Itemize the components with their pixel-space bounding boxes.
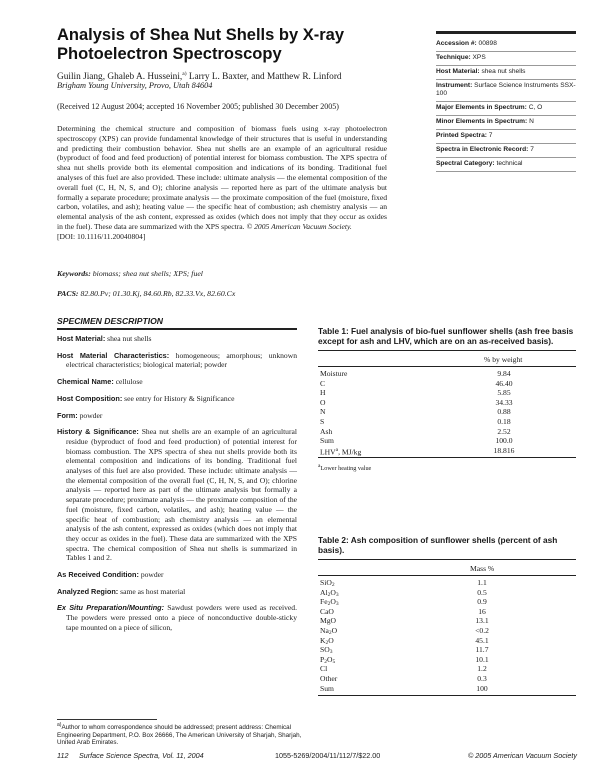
row-label-sub: 2 bbox=[331, 582, 335, 588]
row-value: 18.816 bbox=[493, 445, 515, 455]
specimen-field-value: same as host material bbox=[120, 586, 186, 596]
row-label bbox=[320, 674, 337, 684]
specimen-field-value: homogeneous; amorphous; unknown electrical characteristics; biological material; powder bbox=[66, 350, 297, 370]
specimen-field-key: History & Significance: bbox=[57, 427, 139, 437]
row-label-text: Sum bbox=[320, 436, 334, 446]
footnote-mark: a) bbox=[57, 722, 62, 728]
specimen-field bbox=[57, 351, 297, 370]
row-label-sub: 2 bbox=[327, 601, 331, 608]
row-label-text: MgO bbox=[320, 616, 337, 626]
footer-journal: Surface Science Spectra, Vol. 11, 2004 bbox=[79, 751, 204, 760]
sidebar-value: XPS bbox=[472, 54, 486, 61]
specimen-field bbox=[57, 411, 297, 421]
sidebar-row bbox=[436, 144, 576, 158]
row-value: 9.84 bbox=[497, 369, 511, 378]
row-value: 0.18 bbox=[497, 416, 511, 426]
specimen-field-value: Sawdust powders were used as received. The powders were pressed onto a piece of nonconductive double-sticky tape mounted on a piece of silicon, bbox=[66, 603, 297, 632]
table-row bbox=[318, 398, 576, 408]
table-2 bbox=[318, 535, 576, 696]
row-value: 5.85 bbox=[497, 388, 511, 398]
row-label bbox=[320, 379, 325, 389]
row-label bbox=[320, 398, 325, 408]
row-label-text-2: O bbox=[330, 597, 336, 607]
page-footer bbox=[57, 751, 577, 763]
row-value: 2.52 bbox=[497, 426, 511, 436]
row-value: 10.1 bbox=[475, 654, 489, 664]
table-1-caption: Table 1: Fuel analysis of bio-fuel sunflower shells (ash free basis except for ash and LHV, which are on an as-received basis). bbox=[318, 326, 576, 351]
row-value: 100 bbox=[476, 683, 488, 693]
sidebar-row bbox=[436, 130, 576, 144]
row-label bbox=[320, 684, 334, 694]
row-value: 16 bbox=[478, 606, 486, 616]
abstract-copyright: © 2005 American Vacuum Society. bbox=[246, 221, 352, 231]
table-row bbox=[318, 427, 576, 437]
row-label-text: LHV bbox=[320, 447, 336, 457]
footnote-text: Author to whom correspondence should be addressed; present address: Chemical Engineering Department, P.O. Box 26666, The American University of Sharjah, Sharjah, United Arab Emirates. bbox=[57, 724, 302, 747]
sidebar-row bbox=[436, 80, 576, 102]
footnote-rule bbox=[57, 719, 157, 720]
table-row bbox=[318, 664, 576, 674]
row-value: 0.3 bbox=[477, 673, 487, 683]
sidebar-key: Spectral Category: bbox=[436, 160, 495, 167]
authors-rest: Larry L. Baxter, and Matthew R. Linford bbox=[186, 72, 342, 83]
row-label-text: S bbox=[320, 416, 325, 426]
sidebar-key: Host Material: bbox=[436, 68, 480, 75]
sidebar-row bbox=[436, 52, 576, 66]
row-label bbox=[320, 607, 334, 617]
specimen-field-value: powder bbox=[140, 570, 164, 580]
row-label-sub-2: 3 bbox=[335, 591, 339, 598]
sidebar-rows bbox=[436, 38, 576, 172]
sidebar-row bbox=[436, 66, 576, 80]
specimen-field-value: powder bbox=[79, 410, 103, 420]
footer-copyright: © 2005 American Vacuum Society bbox=[467, 751, 577, 760]
sidebar-row bbox=[436, 158, 576, 172]
specimen-field-key: Analyzed Region: bbox=[57, 586, 119, 596]
table-row bbox=[318, 588, 576, 598]
table-row bbox=[318, 607, 576, 617]
footnote bbox=[57, 722, 307, 747]
row-label-text: Al bbox=[320, 587, 328, 597]
article-title: Analysis of Shea Nut Shells by X-ray Photoelectron Spectroscopy bbox=[57, 26, 345, 63]
keywords-value: biomass; shea nut shells; XPS; fuel bbox=[92, 269, 203, 278]
table-row bbox=[318, 684, 576, 694]
row-label-text-2: O bbox=[328, 635, 334, 645]
keywords bbox=[57, 269, 387, 278]
row-label bbox=[320, 388, 325, 398]
table-row bbox=[318, 388, 576, 398]
row-label-text: O bbox=[320, 397, 326, 407]
sidebar-value: shea nut shells bbox=[481, 68, 526, 75]
table-1-note-text: Lower heating value bbox=[320, 465, 372, 473]
sidebar-key: Major Elements in Spectrum: bbox=[436, 104, 527, 111]
row-label-text: H bbox=[320, 388, 326, 398]
row-label-text: Sum bbox=[320, 683, 334, 693]
pacs bbox=[57, 289, 387, 298]
table-2-header bbox=[318, 560, 576, 576]
keywords-label: Keywords: bbox=[57, 269, 91, 278]
table-row bbox=[318, 674, 576, 684]
row-label-text-2: O bbox=[331, 625, 338, 635]
row-label bbox=[320, 616, 336, 626]
pacs-label: PACS: bbox=[57, 289, 79, 298]
sidebar-value: Surface Science Instruments SSX-100 bbox=[436, 82, 576, 97]
footer-page-number: 112 bbox=[57, 751, 69, 760]
row-value: 0.9 bbox=[477, 597, 487, 607]
table-2-col-header: Mass % bbox=[470, 564, 495, 573]
specimen-field bbox=[57, 587, 297, 597]
specimen-field bbox=[57, 377, 297, 387]
received-dates: (Received 12 August 2004; accepted 16 November 2005; published 30 December 2005) bbox=[57, 102, 339, 111]
row-label-sub: 2 bbox=[328, 629, 332, 636]
row-value: 100.0 bbox=[495, 436, 513, 446]
table-row bbox=[318, 578, 576, 588]
row-label-sub: 2 bbox=[324, 658, 327, 665]
row-value: 1.2 bbox=[477, 664, 487, 674]
row-label bbox=[320, 446, 361, 457]
row-value: 13.1 bbox=[475, 616, 489, 626]
table-row bbox=[318, 407, 576, 417]
table-row bbox=[318, 636, 576, 646]
row-label-text: CaO bbox=[320, 606, 334, 616]
specimen-field-value: cellulose bbox=[115, 377, 143, 387]
row-label bbox=[320, 369, 347, 379]
row-label-text: K bbox=[320, 635, 326, 645]
abstract-text: Determining the chemical structure and composition of biomass fuels using x-ray photoelectron spectroscopy (XPS) can provide fundamental knowledge of their structures that is useful in understanding and predicting their combustion behavior. Shea nut shells are an example of an agricultural residue (byproduct of food and feed production) of potential interest for biomass combustion. The XPS spectra of shea nut shells provide both its elemental composition and indications of its bonding. Traditional fuel analyses of this fuel are also provided. These include: ultimate analysis — the elemental composition of the overall fuel (C, H, N, S, and O); chlorine analysis — reported here as part of the ultimate analysis but formally a separate procedure; proximate analysis — the proximate composition of the fuel (moisture, fixed carbon, volatiles, and ash); heating value — the specific heat of combustion; ash chemistry analysis — an elemental analysis of the ash content, expressed as oxides (which does not imply that they occur as oxides in the fuel). These data are summarized with the XPS spectra. bbox=[57, 124, 387, 231]
row-value: 11.7 bbox=[475, 645, 489, 655]
abstract bbox=[57, 124, 387, 242]
sidebar-value: 00898 bbox=[478, 40, 497, 47]
table-row bbox=[318, 379, 576, 389]
row-label-text: Fe bbox=[320, 597, 328, 607]
table-1-header bbox=[318, 351, 576, 367]
row-label-text-2: O bbox=[326, 654, 333, 664]
authors-first: Guilin Jiang, Ghaleb A. Husseini, bbox=[57, 72, 183, 83]
table-row bbox=[318, 616, 576, 626]
row-value: 0.5 bbox=[477, 587, 487, 597]
specimen-field-key: Chemical Name: bbox=[57, 377, 114, 387]
table-row bbox=[318, 436, 576, 446]
table-1-body bbox=[318, 367, 576, 458]
row-label bbox=[320, 436, 334, 446]
table-row bbox=[318, 369, 576, 379]
row-label-text: SO bbox=[320, 645, 330, 655]
row-label bbox=[320, 417, 324, 427]
row-label bbox=[320, 664, 327, 674]
table-row bbox=[318, 645, 576, 655]
table-1 bbox=[318, 326, 576, 472]
table-row bbox=[318, 655, 576, 665]
specimen-field-key: Form: bbox=[57, 410, 78, 420]
metadata-sidebar bbox=[436, 31, 576, 172]
sidebar-key: Minor Elements in Spectrum: bbox=[436, 118, 528, 125]
specimen-field bbox=[57, 603, 297, 632]
row-label-text: Other bbox=[320, 673, 338, 683]
table-2-body bbox=[318, 576, 576, 696]
sidebar-value: N bbox=[529, 118, 534, 125]
row-label-text: Moisture bbox=[320, 369, 348, 378]
row-label-text-2: , MJ/kg bbox=[338, 447, 362, 457]
row-label-text: Ash bbox=[320, 426, 333, 436]
row-label-text: N bbox=[320, 407, 326, 417]
sidebar-key: Spectra in Electronic Record: bbox=[436, 146, 529, 153]
table-row bbox=[318, 626, 576, 636]
sidebar-top-rule bbox=[436, 31, 576, 34]
sidebar-value: C, O bbox=[528, 104, 543, 111]
table-row bbox=[318, 597, 576, 607]
doi[interactable]: [DOI: 10.1116/11.20040804] bbox=[57, 231, 146, 241]
specimen-field-value: Shea nut shells are an example of an agricultural residue (byproduct of food and feed production) of potential interest for biomass combustion. The XPS spectra of shea nut shells provide both its elemental composition and indications of its bonding. Traditional fuel analyses of this fuel are also provided. These include: ultimate analysis — the elemental composition of the overall fuel (C, H, N, S, and O); chlorine analysis — reported here as part of the ultimate analysis but formally a separate procedure; proximate analysis — the proximate composition of the fuel (moisture, fixed carbon, volatiles, and ash); heating value — the specific heat of combustion; ash chemistry analysis — an elemental analysis of the ash content, expressed as oxides (which does not imply that they occur as oxides in the fuel). These data are summarized with the XPS spectra. The chemical composition of Shea nut shells is summarized in Tables 1 and 2. bbox=[66, 427, 297, 563]
specimen-field-value: shea nut shells bbox=[107, 334, 152, 343]
row-label-sub: 2 bbox=[327, 591, 331, 598]
specimen-field-key: Ex Situ Preparation/Mounting: bbox=[57, 603, 165, 613]
row-label bbox=[320, 427, 332, 437]
sidebar-value: 7 bbox=[530, 146, 534, 153]
row-label-sup: a bbox=[335, 446, 339, 453]
row-label-sub: 2 bbox=[325, 639, 329, 646]
specimen-field-key: Host Material Characteristics: bbox=[57, 350, 170, 360]
specimen-field-key: As Received Condition: bbox=[57, 570, 139, 580]
sidebar-key: Instrument: bbox=[436, 82, 473, 89]
author-footnote-mark: a) bbox=[182, 71, 187, 77]
specimen-field bbox=[57, 570, 297, 580]
row-label-sub-2: 5 bbox=[332, 658, 336, 665]
sidebar-key: Accession #: bbox=[436, 40, 477, 47]
sidebar-value: 7 bbox=[488, 132, 493, 139]
specimen-field-key: Host Composition: bbox=[57, 393, 123, 403]
row-value: <0.2 bbox=[475, 625, 489, 635]
row-value: 46.40 bbox=[495, 378, 513, 388]
row-label-text-2: O bbox=[330, 587, 336, 597]
sidebar-row bbox=[436, 102, 576, 116]
table-1-note bbox=[318, 458, 576, 472]
table-1-note-mark: a bbox=[318, 463, 321, 470]
row-label bbox=[320, 407, 325, 417]
row-label-text: SiO bbox=[320, 578, 332, 587]
table-1-col-header: % by weight bbox=[484, 355, 523, 364]
table-2-caption: Table 2: Ash composition of sunflower shells (percent of ash basis). bbox=[318, 535, 576, 560]
row-label-text: C bbox=[320, 378, 326, 388]
row-label-sub-2: 3 bbox=[335, 601, 339, 608]
specimen-description bbox=[57, 334, 297, 640]
row-value: 34.33 bbox=[495, 397, 513, 407]
row-value: 0.88 bbox=[497, 407, 511, 417]
specimen-heading: SPECIMEN DESCRIPTION bbox=[57, 316, 297, 330]
specimen-field bbox=[57, 427, 297, 563]
specimen-field bbox=[57, 334, 297, 344]
sidebar-key: Printed Spectra: bbox=[436, 132, 487, 139]
row-label-text: P bbox=[320, 654, 325, 664]
pacs-value: 82.80.Pv; 01.30.Kj, 84.60.Rb, 82.33.Vx, 82.60.Cx bbox=[80, 289, 236, 298]
row-value: 45.1 bbox=[475, 635, 489, 645]
affiliation: Brigham Young University, Provo, Utah 84604 bbox=[57, 81, 213, 90]
row-value: 1.1 bbox=[477, 578, 487, 587]
table-row bbox=[318, 446, 576, 456]
sidebar-key: Technique: bbox=[436, 54, 471, 61]
specimen-field-key: Host Material: bbox=[57, 334, 106, 343]
specimen-field bbox=[57, 394, 297, 404]
footer-issn: 1055-5269/2004/11/112/7/$22.00 bbox=[275, 751, 381, 760]
row-label-text: Na bbox=[320, 625, 329, 635]
sidebar-row bbox=[436, 38, 576, 52]
row-label-sub: 3 bbox=[329, 649, 333, 656]
sidebar-row bbox=[436, 116, 576, 130]
specimen-field-value: see entry for History & Significance bbox=[124, 393, 235, 403]
sidebar-value: technical bbox=[496, 160, 523, 167]
row-label-text: Cl bbox=[320, 664, 328, 674]
table-row bbox=[318, 417, 576, 427]
